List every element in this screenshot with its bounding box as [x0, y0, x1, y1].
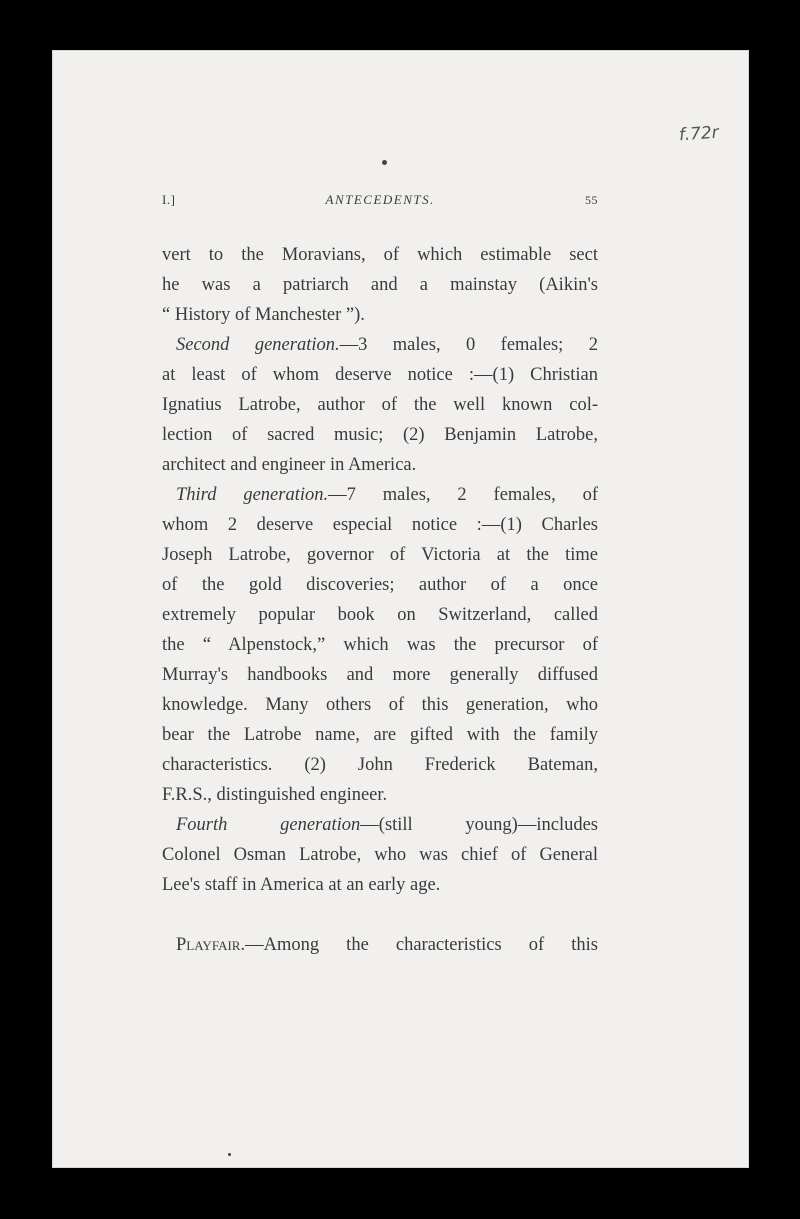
text-line: F.R.S., distinguished engineer.	[162, 785, 388, 805]
section-heading: Fourth generation	[176, 815, 361, 835]
folio-annotation: f.72r	[678, 122, 720, 146]
text-line: lection of sacred music; (2) Benjamin Latrobe,	[162, 425, 598, 445]
text-line: vert to the Moravians, of which estimable sect	[162, 245, 598, 265]
text-run: —7 males, 2 females, of	[328, 485, 598, 505]
paragraph-gap	[162, 900, 598, 930]
text-line: Ignatius Latrobe, author of the well known col-	[162, 395, 598, 415]
section-heading: Third generation.	[176, 485, 329, 505]
text-line: Joseph Latrobe, governor of Victoria at the time	[162, 545, 598, 565]
section-heading: Second generation.	[176, 335, 340, 355]
paragraph-playfair	[162, 930, 598, 960]
text-line: of the gold discoveries; author of a once	[162, 575, 598, 595]
text-run: —Among the characteristics of this	[245, 935, 598, 955]
text-line: whom 2 deserve especial notice :—(1) Charles	[162, 515, 598, 535]
text-line: Murray's handbooks and more generally diffused	[162, 665, 598, 685]
running-head	[162, 192, 598, 212]
text-line: architect and engineer in America.	[162, 455, 417, 475]
paragraph-third-generation	[162, 480, 598, 510]
text-line: Colonel Osman Latrobe, who was chief of General	[162, 845, 598, 865]
paragraph-second-generation	[162, 330, 598, 360]
text-line: knowledge. Many others of this generation, who	[162, 695, 598, 715]
speck	[228, 1153, 231, 1156]
text-run: —3 males, 0 females; 2	[339, 335, 598, 355]
text-line: he was a patriarch and a mainstay (Aikin's	[162, 275, 598, 295]
text-line: characteristics. (2) John Frederick Bateman,	[162, 755, 598, 775]
text-run: —(still young)—includes	[360, 815, 598, 835]
text-line: extremely popular book on Switzerland, called	[162, 605, 598, 625]
paragraph-fourth-generation	[162, 810, 598, 840]
chapter-marker: I.]	[162, 192, 176, 207]
text-line: Lee's staff in America at an early age.	[162, 875, 441, 895]
running-title: ANTECEDENTS.	[325, 192, 435, 207]
section-heading: Playfair.	[176, 935, 246, 955]
speck	[382, 160, 387, 165]
text-line: the “ Alpenstock,” which was the precursor of	[162, 635, 598, 655]
text-line: at least of whom deserve notice :—(1) Christian	[162, 365, 598, 385]
text-line: bear the Latrobe name, are gifted with the family	[162, 725, 598, 745]
text-line: “ History of Manchester ”).	[162, 305, 365, 325]
book-page-text	[162, 180, 598, 960]
page-number: 55	[584, 193, 598, 207]
